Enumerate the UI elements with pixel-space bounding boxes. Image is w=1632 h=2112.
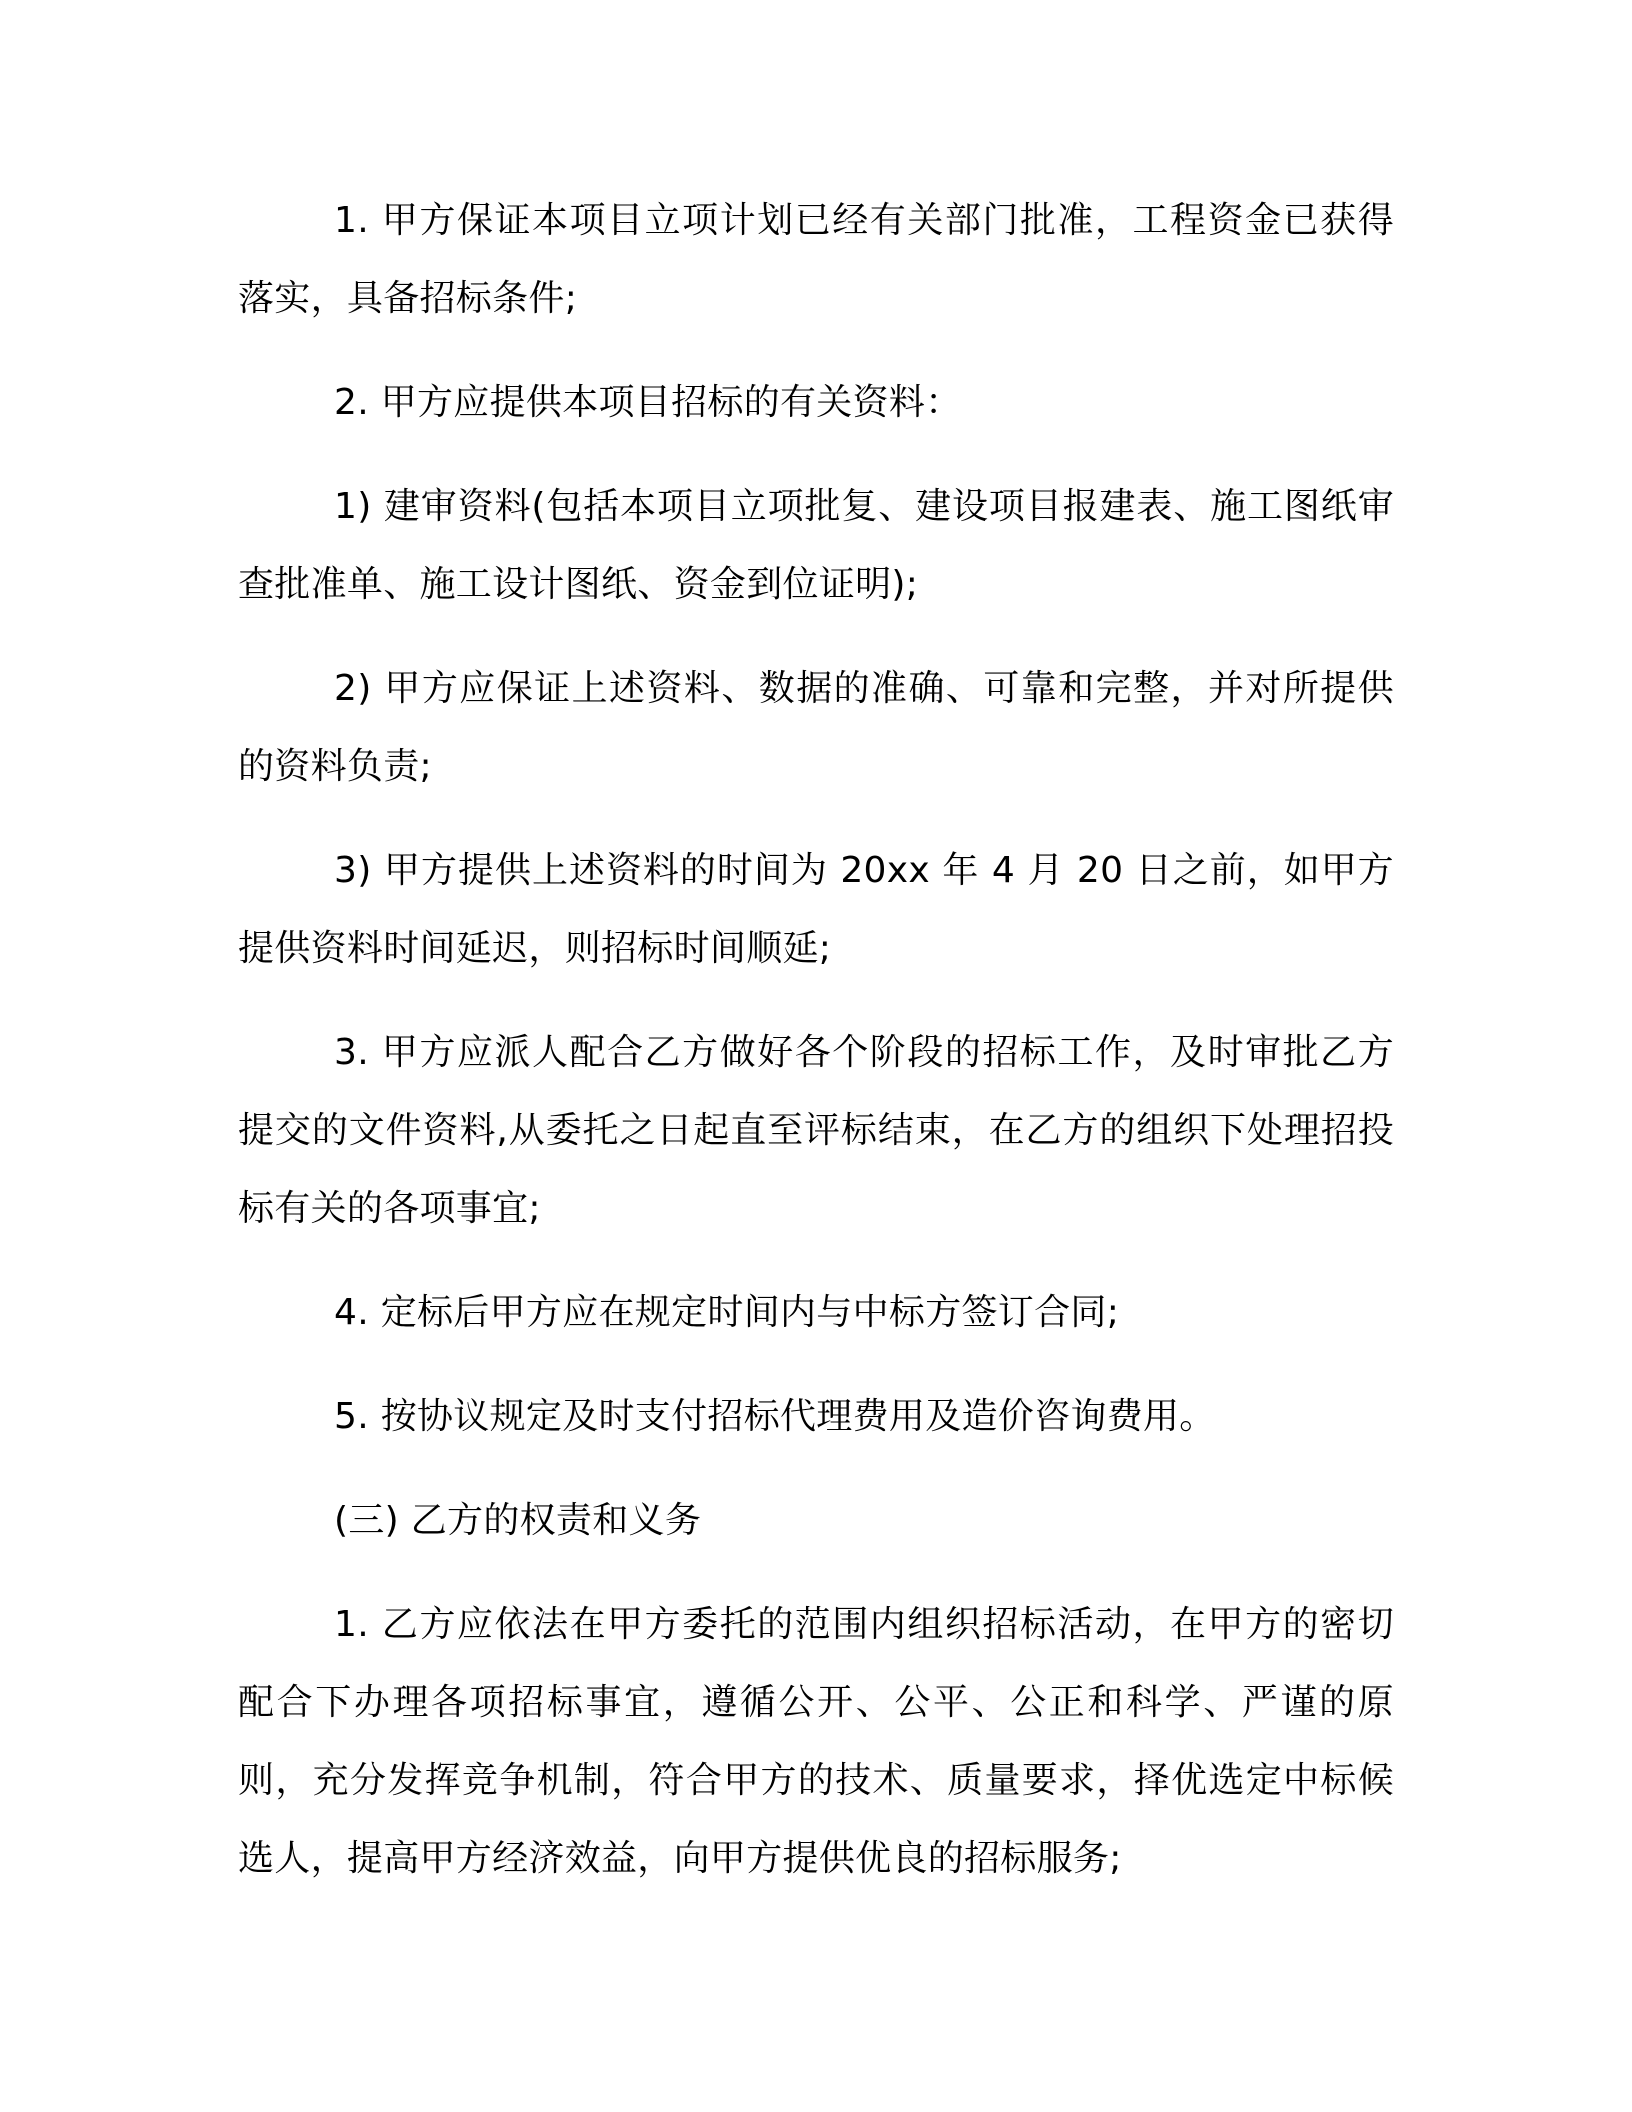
paragraph-party-b-organize-bidding: 1. 乙方应依法在甲方委托的范围内组织招标活动，在甲方的密切配合下办理各项招标事宜，遵循公开、公平、公正和科学、严谨的原则，充分发挥竞争机制，符合甲方的技术、质量要求，择优选定中标候选人，提高甲方经济效益，向甲方提供优良的招标服务; [238, 1604, 1394, 1879]
paragraph-contract-signing: 4. 定标后甲方应在规定时间内与中标方签订合同; [334, 1292, 1120, 1333]
paragraph-fee-payment: 5. 按协议规定及时支付招标代理费用及造价咨询费用。 [334, 1396, 1216, 1437]
paragraph-party-a-approval: 1. 甲方保证本项目立项计划已经有关部门批准，工程资金已获得落实，具备招标条件; [238, 200, 1394, 319]
paragraph-party-a-materials: 2. 甲方应提供本项目招标的有关资料： [334, 382, 962, 423]
section-heading-party-b-duties: (三) 乙方的权责和义务 [334, 1500, 702, 1541]
document-body [238, 182, 1394, 1898]
paragraph-cooperation: 3. 甲方应派人配合乙方做好各个阶段的招标工作，及时审批乙方提交的文件资料,从委托之日起直至评标结束，在乙方的组织下处理招投标有关的各项事宜; [238, 1032, 1394, 1229]
paragraph-review-materials: 1) 建审资料(包括本项目立项批复、建设项目报建表、施工图纸审查批准单、施工设计图纸、资金到位证明); [238, 486, 1394, 605]
paragraph-submission-deadline: 3) 甲方提供上述资料的时间为 20xx 年 4 月 20 日之前，如甲方提供资料时间延迟，则招标时间顺延; [238, 850, 1394, 969]
paragraph-data-accuracy: 2) 甲方应保证上述资料、数据的准确、可靠和完整，并对所提供的资料负责; [238, 668, 1394, 787]
